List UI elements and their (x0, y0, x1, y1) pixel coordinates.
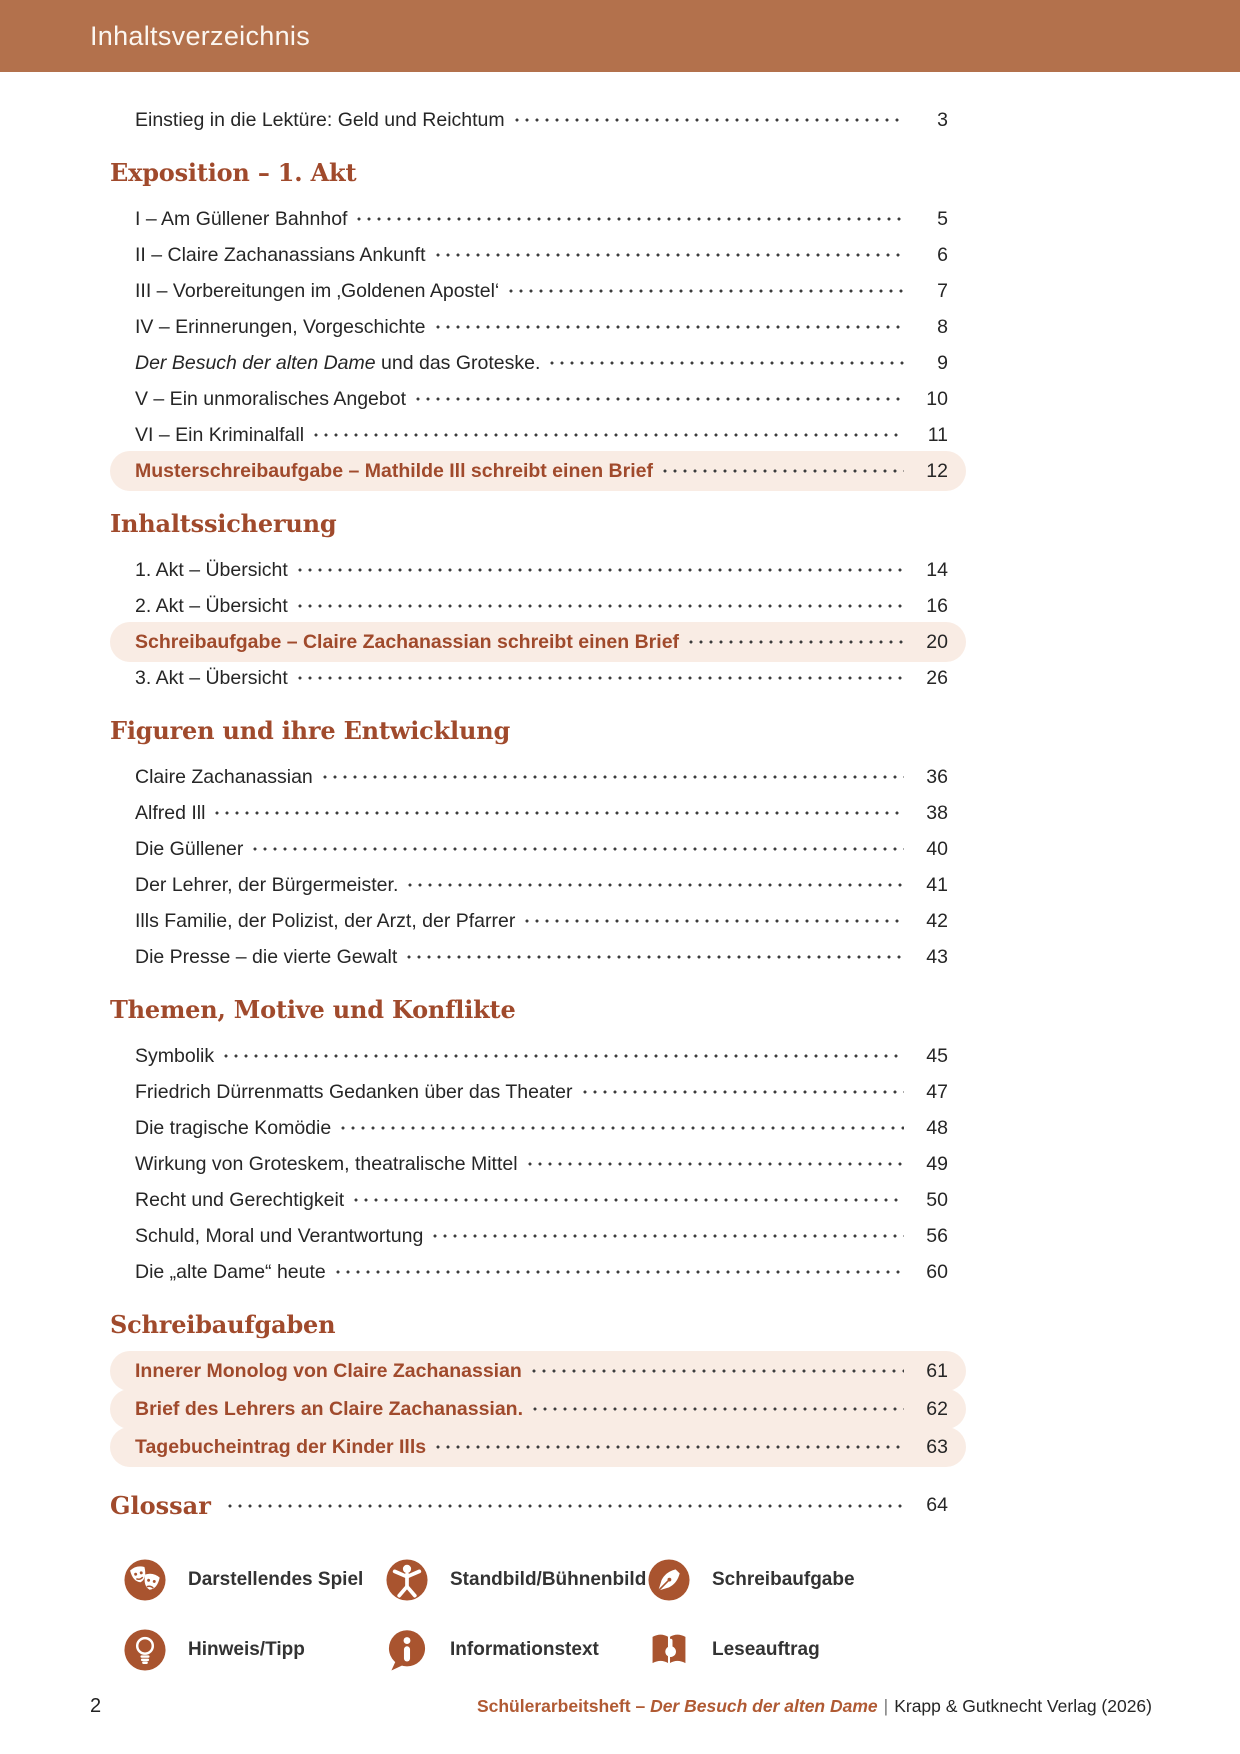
toc-page-number: 26 (926, 666, 948, 689)
toc-page-number: 11 (927, 423, 948, 446)
toc-entry (110, 1218, 966, 1254)
toc-entry (110, 1182, 966, 1218)
dot-leader (295, 671, 904, 685)
toc-page-number: 10 (926, 387, 948, 410)
toc-entry-label (135, 1261, 326, 1284)
legend-label: Darstellendes Spiel (188, 1569, 364, 1590)
toc-entry-text: VI – Ein Kriminalfall (135, 423, 305, 446)
toc-entry (110, 417, 966, 453)
toc-entry-label (135, 109, 505, 132)
toc-page-number: 8 (937, 315, 948, 338)
legend-label: Standbild/Bühnenbild (450, 1569, 647, 1590)
toc-entry-label (135, 667, 288, 690)
toc-entry (110, 381, 966, 417)
toc-page-number: 61 (926, 1359, 948, 1382)
toc-entry (110, 588, 966, 624)
toc-entry-text: und das Groteske. (375, 351, 541, 374)
dot-leader (354, 212, 904, 226)
toc-entry-text: 3. Akt – Übersicht (135, 666, 288, 689)
footer-publisher: Krapp & Gutknecht Verlag (2026) (894, 1696, 1152, 1716)
toc-entry-title-italic: Der Besuch der alten Dame (135, 351, 376, 374)
toc-entry (110, 1146, 966, 1182)
toc-entry (110, 1074, 966, 1110)
toc-page-number: 50 (926, 1188, 948, 1211)
dot-leader (506, 284, 904, 298)
page-header (0, 0, 1240, 72)
toc-entry-text: Brief des Lehrers an Claire Zachanassian. (135, 1397, 524, 1420)
dot-leader (525, 1157, 904, 1171)
glossar-page-number: 64 (926, 1494, 948, 1516)
lightbulb-icon (122, 1627, 168, 1673)
toc-page-number: 49 (926, 1152, 948, 1175)
toc-entry (110, 903, 966, 939)
toc-entry-label (135, 874, 398, 897)
dot-leader (320, 770, 904, 784)
toc-entry-label (135, 388, 406, 411)
section-heading: Inhaltssicherung (110, 509, 337, 538)
toc-entry-text: Der Lehrer, der Bürgermeister. (135, 873, 399, 896)
toc-page-number: 40 (926, 837, 948, 860)
toc-entry-text: 2. Akt – Übersicht (135, 594, 288, 617)
toc-entry-text: Wirkung von Groteskem, theatralische Mittel (135, 1152, 518, 1175)
toc-entry (110, 831, 966, 867)
dot-leader (433, 320, 904, 334)
dot-leader (295, 599, 904, 613)
toc-page-number: 20 (926, 630, 948, 653)
toc-entry (110, 1110, 966, 1146)
toc-page-number: 38 (926, 801, 948, 824)
toc-page-number: 47 (926, 1080, 948, 1103)
toc-entry-text: Schuld, Moral und Verantwortung (135, 1224, 424, 1247)
toc-page-number: 14 (926, 558, 948, 581)
toc-entry (110, 309, 966, 345)
toc-entry-text: Die tragische Komödie (135, 1116, 332, 1139)
toc-entry-highlight (110, 1351, 966, 1391)
table-of-contents (110, 72, 966, 1678)
toc-entry-text: Innerer Monolog von Claire Zachanassian (135, 1359, 522, 1382)
dot-leader (405, 878, 904, 892)
info-icon (384, 1627, 430, 1673)
section-heading: Themen, Motive und Konflikte (110, 995, 516, 1024)
toc-entry-highlight (110, 1427, 966, 1467)
toc-entry-text: Die Güllener (135, 837, 244, 860)
toc-page-number: 56 (926, 1224, 948, 1247)
toc-sections (110, 102, 966, 1467)
legend-item (384, 1552, 646, 1608)
toc-entry-label (135, 1153, 518, 1176)
legend-label: Schreibaufgabe (712, 1569, 855, 1590)
toc-entry (110, 237, 966, 273)
dot-leader (338, 1121, 904, 1135)
toc-page-number: 12 (926, 459, 948, 482)
dot-leader (295, 563, 904, 577)
toc-entry-label (135, 1398, 523, 1421)
toc-entry (110, 273, 966, 309)
dot-leader (250, 842, 904, 856)
fountain-pen-icon (646, 1557, 692, 1603)
toc-entry-label (135, 766, 313, 789)
toc-entry (110, 552, 966, 588)
footer-book-title: Der Besuch der alten Dame (650, 1696, 878, 1716)
page-title: Inhaltsverzeichnis (90, 20, 311, 51)
legend-item (122, 1552, 384, 1608)
toc-entry (110, 939, 966, 975)
toc-entry-text: Ills Familie, der Polizist, der Arzt, der Pfarrer (135, 909, 516, 932)
toc-entry-label (135, 910, 515, 933)
toc-entry-label (135, 1436, 426, 1459)
toc-entry-text: Die Presse – die vierte Gewalt (135, 945, 398, 968)
toc-page-number: 5 (937, 207, 948, 230)
toc-page-number: 36 (926, 765, 948, 788)
footer-booklet-prefix: Schülerarbeitsheft – (476, 1696, 646, 1716)
toc-entry-text: Die „alte Dame“ heute (135, 1260, 326, 1283)
toc-entry-label (135, 631, 679, 654)
toc-entry (110, 201, 966, 237)
toc-page-number: 62 (926, 1397, 948, 1420)
toc-page-number: 41 (926, 873, 948, 896)
toc-entry-label (135, 838, 243, 861)
legend-label: Informationstext (450, 1639, 599, 1660)
dot-leader (212, 806, 904, 820)
dot-leader (529, 1364, 904, 1378)
dot-leader (351, 1193, 904, 1207)
dot-leader (311, 428, 904, 442)
toc-page-number: 45 (926, 1044, 948, 1067)
toc-entry-label (135, 1045, 214, 1068)
toc-entry-text: Tagebucheintrag der Kinder Ills (135, 1435, 427, 1458)
dot-leader (547, 356, 904, 370)
toc-page-number: 3 (937, 108, 948, 131)
toc-entry (110, 102, 966, 138)
footer-separator: | (883, 1696, 889, 1716)
dot-leader (530, 1402, 904, 1416)
toc-entry (110, 345, 966, 381)
toc-entry (110, 795, 966, 831)
dot-leader (333, 1265, 904, 1279)
toc-entry-text: 1. Akt – Übersicht (135, 558, 288, 581)
footer-booklet-title (477, 1696, 878, 1716)
dot-leader (404, 950, 904, 964)
toc-entry-label (135, 1360, 522, 1383)
glossar-label: Glossar (110, 1491, 211, 1520)
toc-entry-label (135, 460, 653, 483)
toc-entry-label (135, 1225, 423, 1248)
theater-masks-icon (122, 1557, 168, 1603)
dot-leader (433, 248, 905, 262)
dot-leader (686, 635, 904, 649)
toc-entry-label (135, 352, 540, 375)
dot-leader (221, 1049, 904, 1063)
toc-entry-text: Schreibaufgabe – Claire Zachanassian schreibt einen Brief (135, 630, 680, 653)
page-footer (90, 1695, 1152, 1718)
dot-leader (413, 392, 904, 406)
toc-entry-label (135, 316, 426, 339)
toc-entry (110, 759, 966, 795)
toc-entry-label (135, 208, 347, 231)
toc-entry-text: IV – Erinnerungen, Vorgeschichte (135, 315, 426, 338)
legend-item (384, 1622, 646, 1678)
dot-leader (580, 1085, 904, 1099)
toc-page-number: 43 (926, 945, 948, 968)
toc-entry (110, 1038, 966, 1074)
toc-entry-label (135, 1081, 573, 1104)
footer-credit (477, 1696, 1152, 1717)
section-heading: Figuren und ihre Entwicklung (110, 716, 511, 745)
dot-leader (512, 113, 904, 127)
toc-entry-label (135, 1189, 344, 1212)
toc-page-number: 6 (937, 243, 948, 266)
dot-leader (522, 914, 904, 928)
toc-page-number: 9 (937, 351, 948, 374)
toc-entry-label (135, 244, 426, 267)
toc-entry (110, 867, 966, 903)
toc-entry-text: I – Am Güllener Bahnhof (135, 207, 348, 230)
toc-entry-label (135, 595, 288, 618)
icon-legend (110, 1552, 966, 1678)
toc-page-number: 42 (926, 909, 948, 932)
toc-page-number: 48 (926, 1116, 948, 1139)
footer-page-number: 2 (90, 1695, 102, 1717)
dot-leader (433, 1440, 904, 1454)
dot-leader (430, 1229, 904, 1243)
toc-entry (110, 1254, 966, 1290)
section-heading: Schreibaufgaben (110, 1310, 336, 1339)
toc-entry-highlight (110, 451, 966, 491)
legend-label: Hinweis/Tipp (188, 1639, 305, 1660)
toc-entry-label (135, 280, 499, 303)
toc-page-number: 60 (926, 1260, 948, 1283)
legend-item (646, 1622, 908, 1678)
toc-entry-highlight (110, 622, 966, 662)
toc-entry-text: Alfred Ill (135, 801, 206, 824)
legend-item (646, 1552, 908, 1608)
toc-entry-label (135, 946, 397, 969)
toc-entry-label (135, 1117, 331, 1140)
section-heading: Exposition – 1. Akt (110, 158, 357, 187)
toc-entry-text: II – Claire Zachanassians Ankunft (135, 243, 426, 266)
reading-book-icon (646, 1627, 692, 1673)
toc-entry-label (135, 802, 205, 825)
legend-item (122, 1622, 384, 1678)
toc-entry-highlight (110, 1389, 966, 1429)
toc-page-number: 7 (937, 279, 948, 302)
toc-entry-text: Friedrich Dürrenmatts Gedanken über das Theater (135, 1080, 573, 1103)
standing-figure-icon (384, 1557, 430, 1603)
glossar-row (110, 1491, 966, 1520)
toc-page-number: 16 (926, 594, 948, 617)
toc-entry-text: V – Ein unmoralisches Angebot (135, 387, 407, 410)
toc-entry-text: Symbolik (135, 1044, 215, 1067)
dot-leader (660, 464, 904, 478)
toc-page-number: 63 (926, 1435, 948, 1458)
toc-entry-text: Recht und Gerechtigkeit (135, 1188, 345, 1211)
toc-entry-text: Claire Zachanassian (135, 765, 313, 788)
legend-label: Leseauftrag (712, 1639, 820, 1660)
toc-entry-text: Musterschreibaufgabe – Mathilde Ill schreibt einen Brief (135, 459, 653, 482)
toc-entry-text: III – Vorbereitungen im ‚Goldenen Apostel‘ (135, 279, 500, 302)
toc-entry (110, 660, 966, 696)
toc-entry-text: Einstieg in die Lektüre: Geld und Reichtum (135, 108, 505, 131)
dot-leader (225, 1499, 904, 1513)
toc-entry-label (135, 559, 288, 582)
toc-entry-label (135, 424, 304, 447)
